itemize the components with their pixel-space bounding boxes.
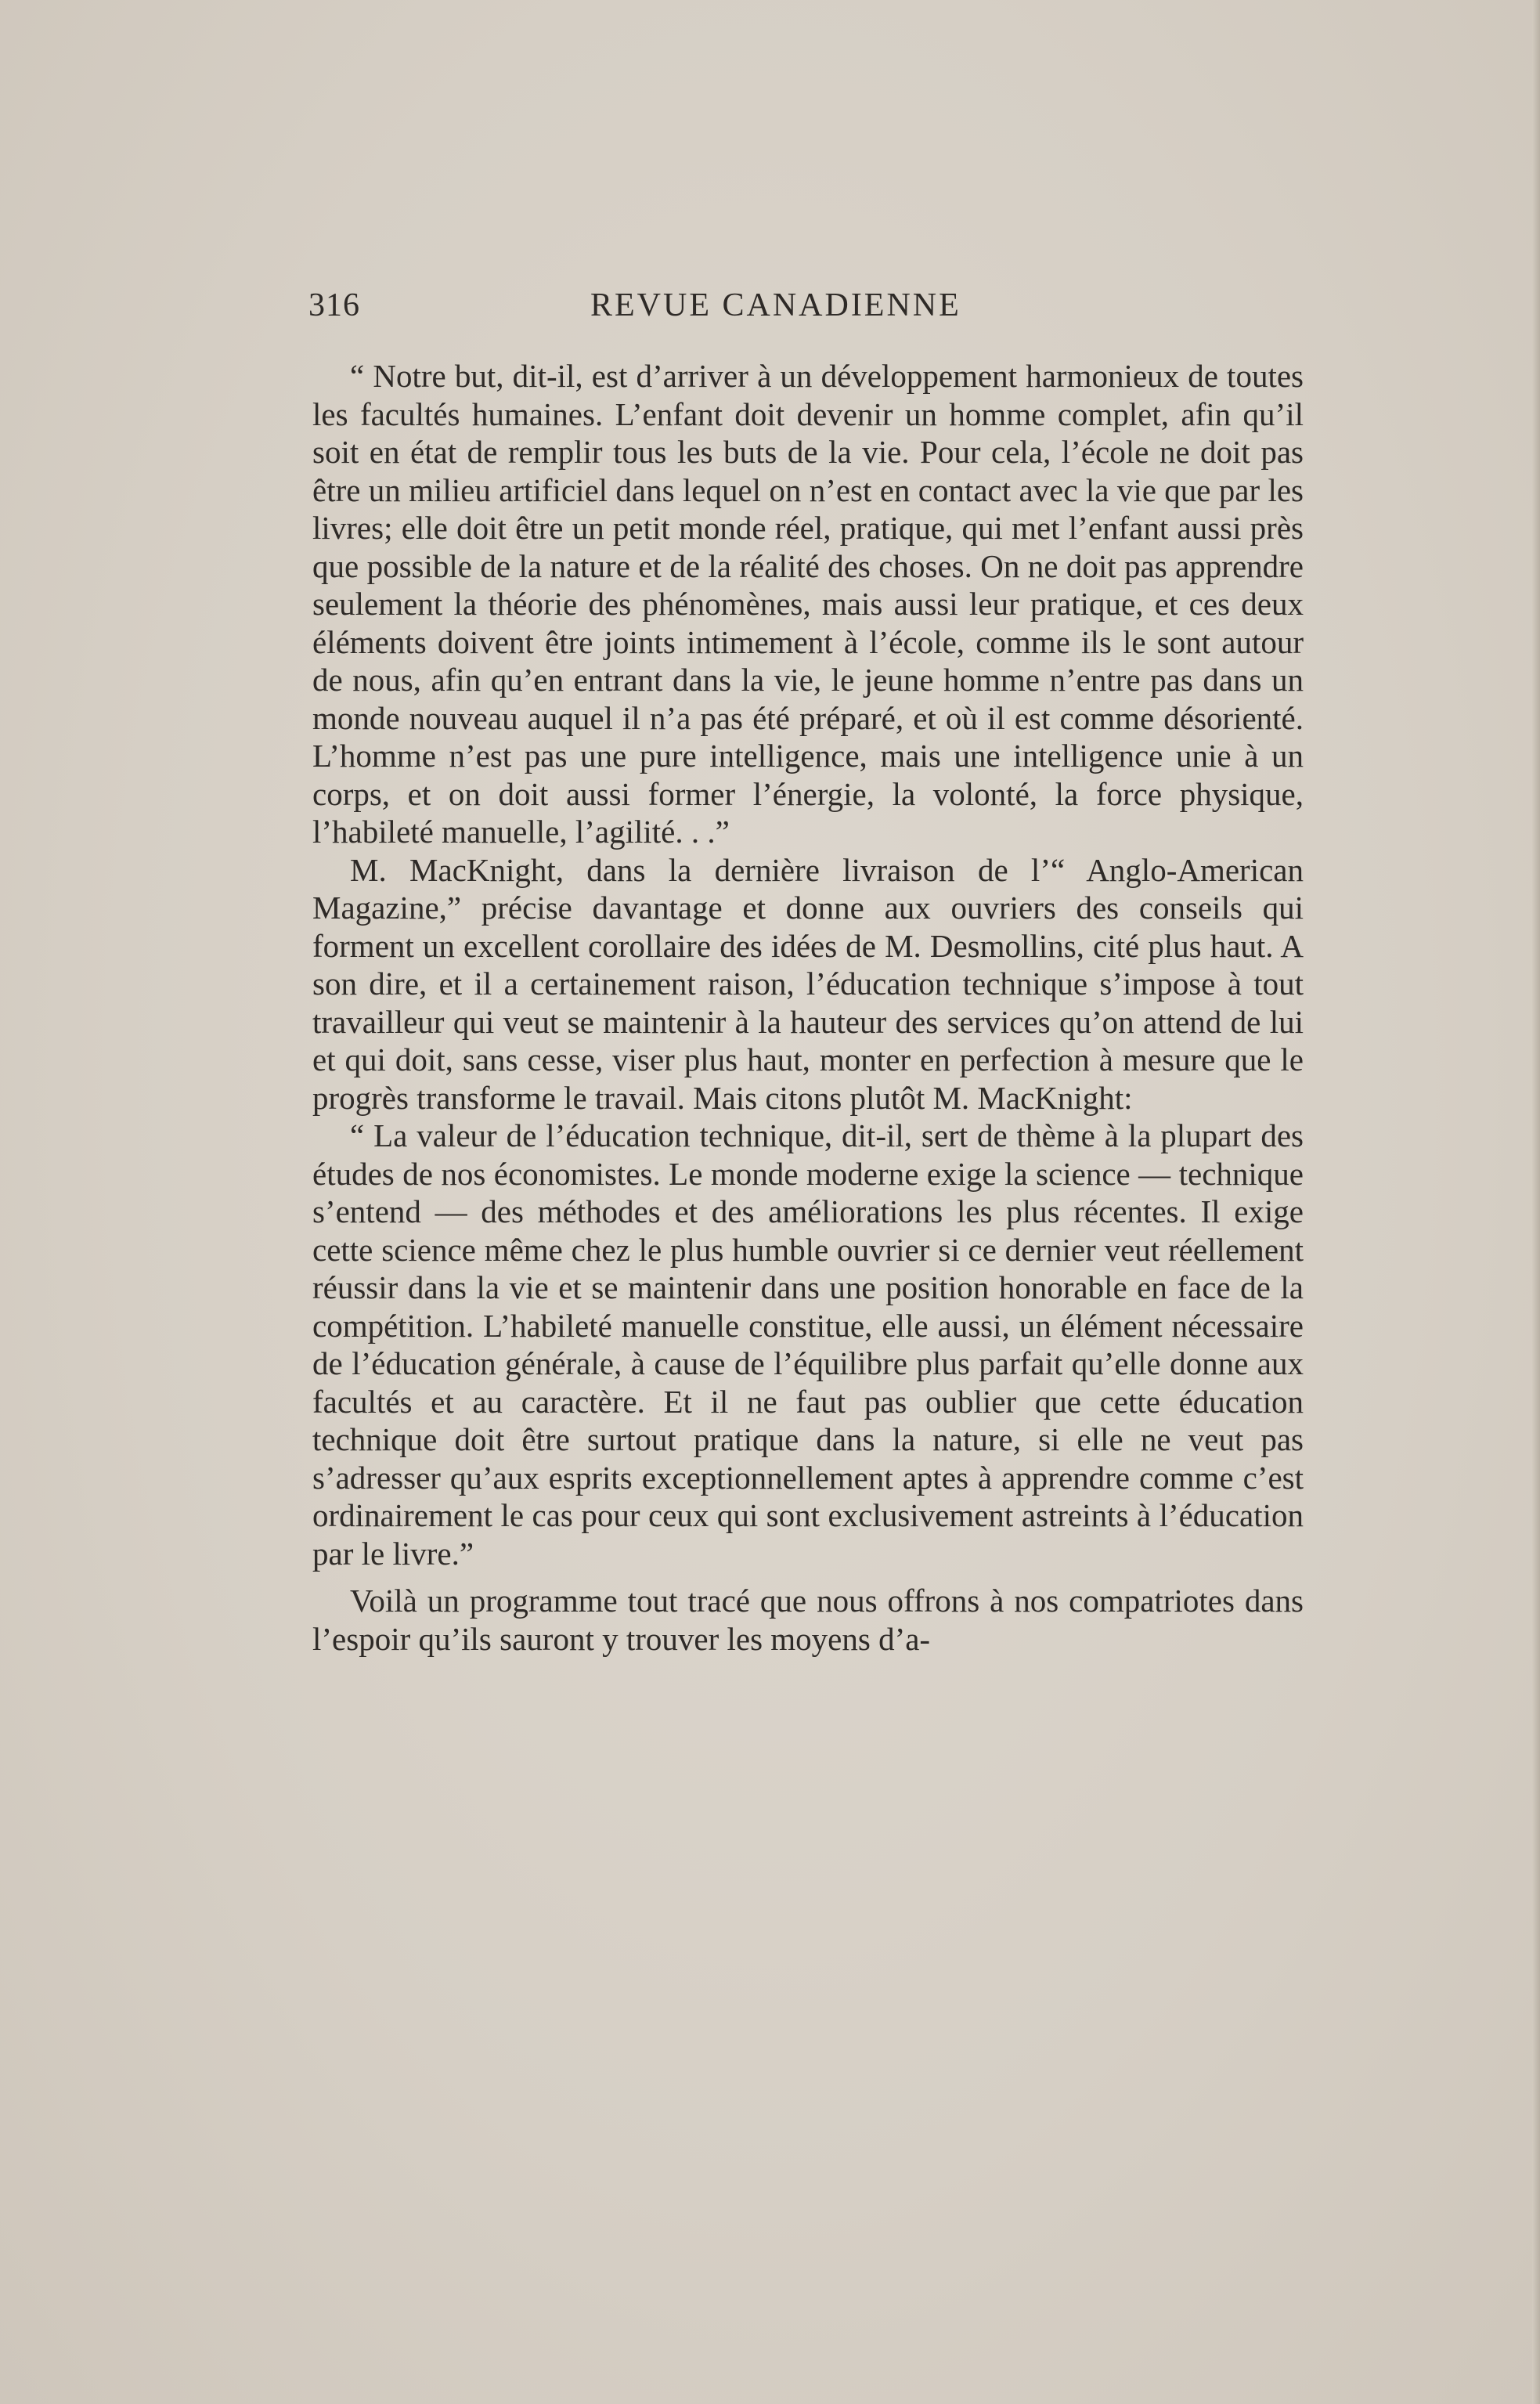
paragraph-quote-desmollins: “ Notre but, dit-il, est d’arriver à un développement harmonieux de toutes les facultés humaines. L’enfant doit devenir un homme complet, afin qu’il soit en état de remplir tous les buts de la vie. Pour cela, l’école ne doit pas être un milieu artificiel dans lequel on n’est en contact avec la vie que par les livres; elle doit être un petit monde réel, pratique, qui met l’enfant aussi près que possible de la nature et de la réalité des choses. On ne doit pas apprendre seulement la théorie des phénomènes, mais aussi leur pratique, et ces deux éléments doivent être joints intimement à l’école, comme ils le sont autour de nous, afin qu’en entrant dans la vie, le jeune homme n’entre pas dans un monde nouveau auquel il n’a pas été préparé, et où il est comme désorienté. L’homme n’est pas une pure intelligence, mais une intelligence unie à un corps, et on doit aussi former l’énergie, la volonté, la force physique, l’habileté manuelle, l’agilité. . .” (312, 358, 1304, 850)
paragraph-quote-macknight: “ La valeur de l’éducation technique, dit-il, sert de thème à la plupart des études de nos économistes. Le monde moderne exige la science — technique s’entend — des méthodes et des améliorations les plus récentes. Il exige cette science même chez le plus humble ouvrier si ce dernier veut réellement réussir dans la vie et se maintenir dans une position honorable en face de la compétition. L’habileté manuelle constitue, elle aussi, un élément nécessaire de l’éducation générale, à cause de l’équilibre plus parfait qu’elle donne aux facultés et au caractère. Et il ne faut pas oublier que cette éducation technique doit être surtout pratique dans la nature, si elle ne veut pas s’adresser qu’aux esprits exceptionnellement aptes à apprendre comme c’est ordinairement le cas pour ceux qui sont exclusivement astreints à l’éducation par le livre.” (312, 1117, 1304, 1572)
paragraph-macknight-intro: M. MacKnight, dans la dernière livraison de l’“ Anglo-American Magazine,” précise davantage et donne aux ouvriers des conseils qui forment un excellent corollaire des idées de M. Desmollins, cité plus haut. A son dire, et il a certainement raison, l’éducation technique s’impose à tout travailleur qui veut se maintenir à la hauteur des services qu’on attend de lui et qui doit, sans cesse, viser plus haut, monter en perfection à mesure que le progrès transforme le travail. Mais citons plutôt M. MacKnight: (312, 851, 1304, 1116)
page-edge (1532, 0, 1540, 2404)
paragraph-conclusion: Voilà un programme tout tracé que nous offrons à nos compatriotes dans l’espoir qu’ils sauront y trouver les moyens d’a- (312, 1583, 1304, 1657)
body-text (312, 357, 1304, 1658)
page-number: 316 (308, 287, 360, 323)
running-title: REVUE CANADIENNE (590, 287, 961, 323)
running-header (308, 287, 1303, 334)
